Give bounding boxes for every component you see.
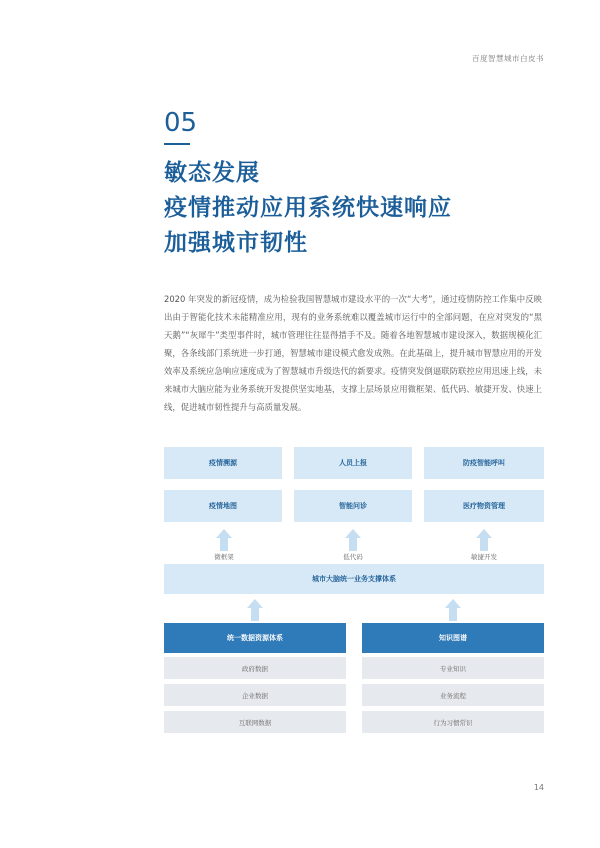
chapter-number: 05 <box>164 108 198 138</box>
data-resource-system-header: 统一数据资源体系 <box>164 623 346 653</box>
app-box-smart-consultation: 智能问诊 <box>294 490 412 522</box>
app-box-epidemic-map: 疫情地图 <box>164 490 282 522</box>
data-item-government: 政府数据 <box>164 657 346 679</box>
body-paragraph: 2020 年突发的新冠疫情，成为检验我国智慧城市建设水平的一次“大考”，通过疫情防控工作集中反映出由于智能化技术未能精准应用，现有的业务系统难以覆盖城市运行中的全部问题，在应对突发的“黑天鹅”“灰犀牛”类型事件时，城市管理往往显得措手不及。随着各地智慧城市建设深入，数据规模化汇聚，各条线部门系统进一步打通，智慧城市建设模式愈发成熟。在此基础上，提升城市智慧应用的开发效率及系统应急响应速度成为了智慧城市升级迭代的新要求。疫情突发倒逼联防联控应用迅速上线，未来城市大脑应能为业务系统开发提供坚实地基，支撑上层场景应用微框架、低代码、敏捷开发、快速上线，促进城市韧性提升与高质量发展。 <box>164 294 542 412</box>
app-box-epidemic-tracing: 疫情溯源 <box>164 447 282 479</box>
data-item-internet: 互联网数据 <box>164 711 346 733</box>
architecture-diagram <box>164 447 544 733</box>
app-box-personnel-report: 人员上报 <box>294 447 412 479</box>
up-arrow-icon <box>345 529 361 551</box>
data-item-enterprise: 企业数据 <box>164 684 346 706</box>
chapter-title-line-3: 加强城市韧性 <box>164 230 308 256</box>
support-system-bar: 城市大脑统一业务支撑体系 <box>164 564 544 594</box>
up-arrow-icon <box>476 529 492 551</box>
knowledge-item-business-process: 业务流程 <box>362 684 544 706</box>
arrow-label-agile-dev: 敏捷开发 <box>471 553 497 561</box>
arrow-label-low-code: 低代码 <box>343 553 363 561</box>
chapter-rule <box>164 143 190 145</box>
app-box-medical-supplies: 医疗物资管理 <box>424 490 544 522</box>
chapter-title-line-1: 敏态发展 <box>164 160 260 186</box>
up-arrow-icon <box>445 599 461 621</box>
app-box-smart-call: 防疫智能呼叫 <box>424 447 544 479</box>
knowledge-item-professional: 专业知识 <box>362 657 544 679</box>
arrow-label-micro-framework: 微框架 <box>214 553 234 561</box>
knowledge-graph-header: 知识图谱 <box>362 623 544 653</box>
knowledge-item-behavior-common-sense: 行为习惯常识 <box>362 711 544 733</box>
up-arrow-icon <box>247 599 263 621</box>
page-number: 14 <box>533 783 544 792</box>
chapter-title-line-2: 疫情推动应用系统快速响应 <box>164 195 452 221</box>
up-arrow-icon <box>216 529 232 551</box>
header-title: 百度智慧城市白皮书 <box>472 54 544 63</box>
